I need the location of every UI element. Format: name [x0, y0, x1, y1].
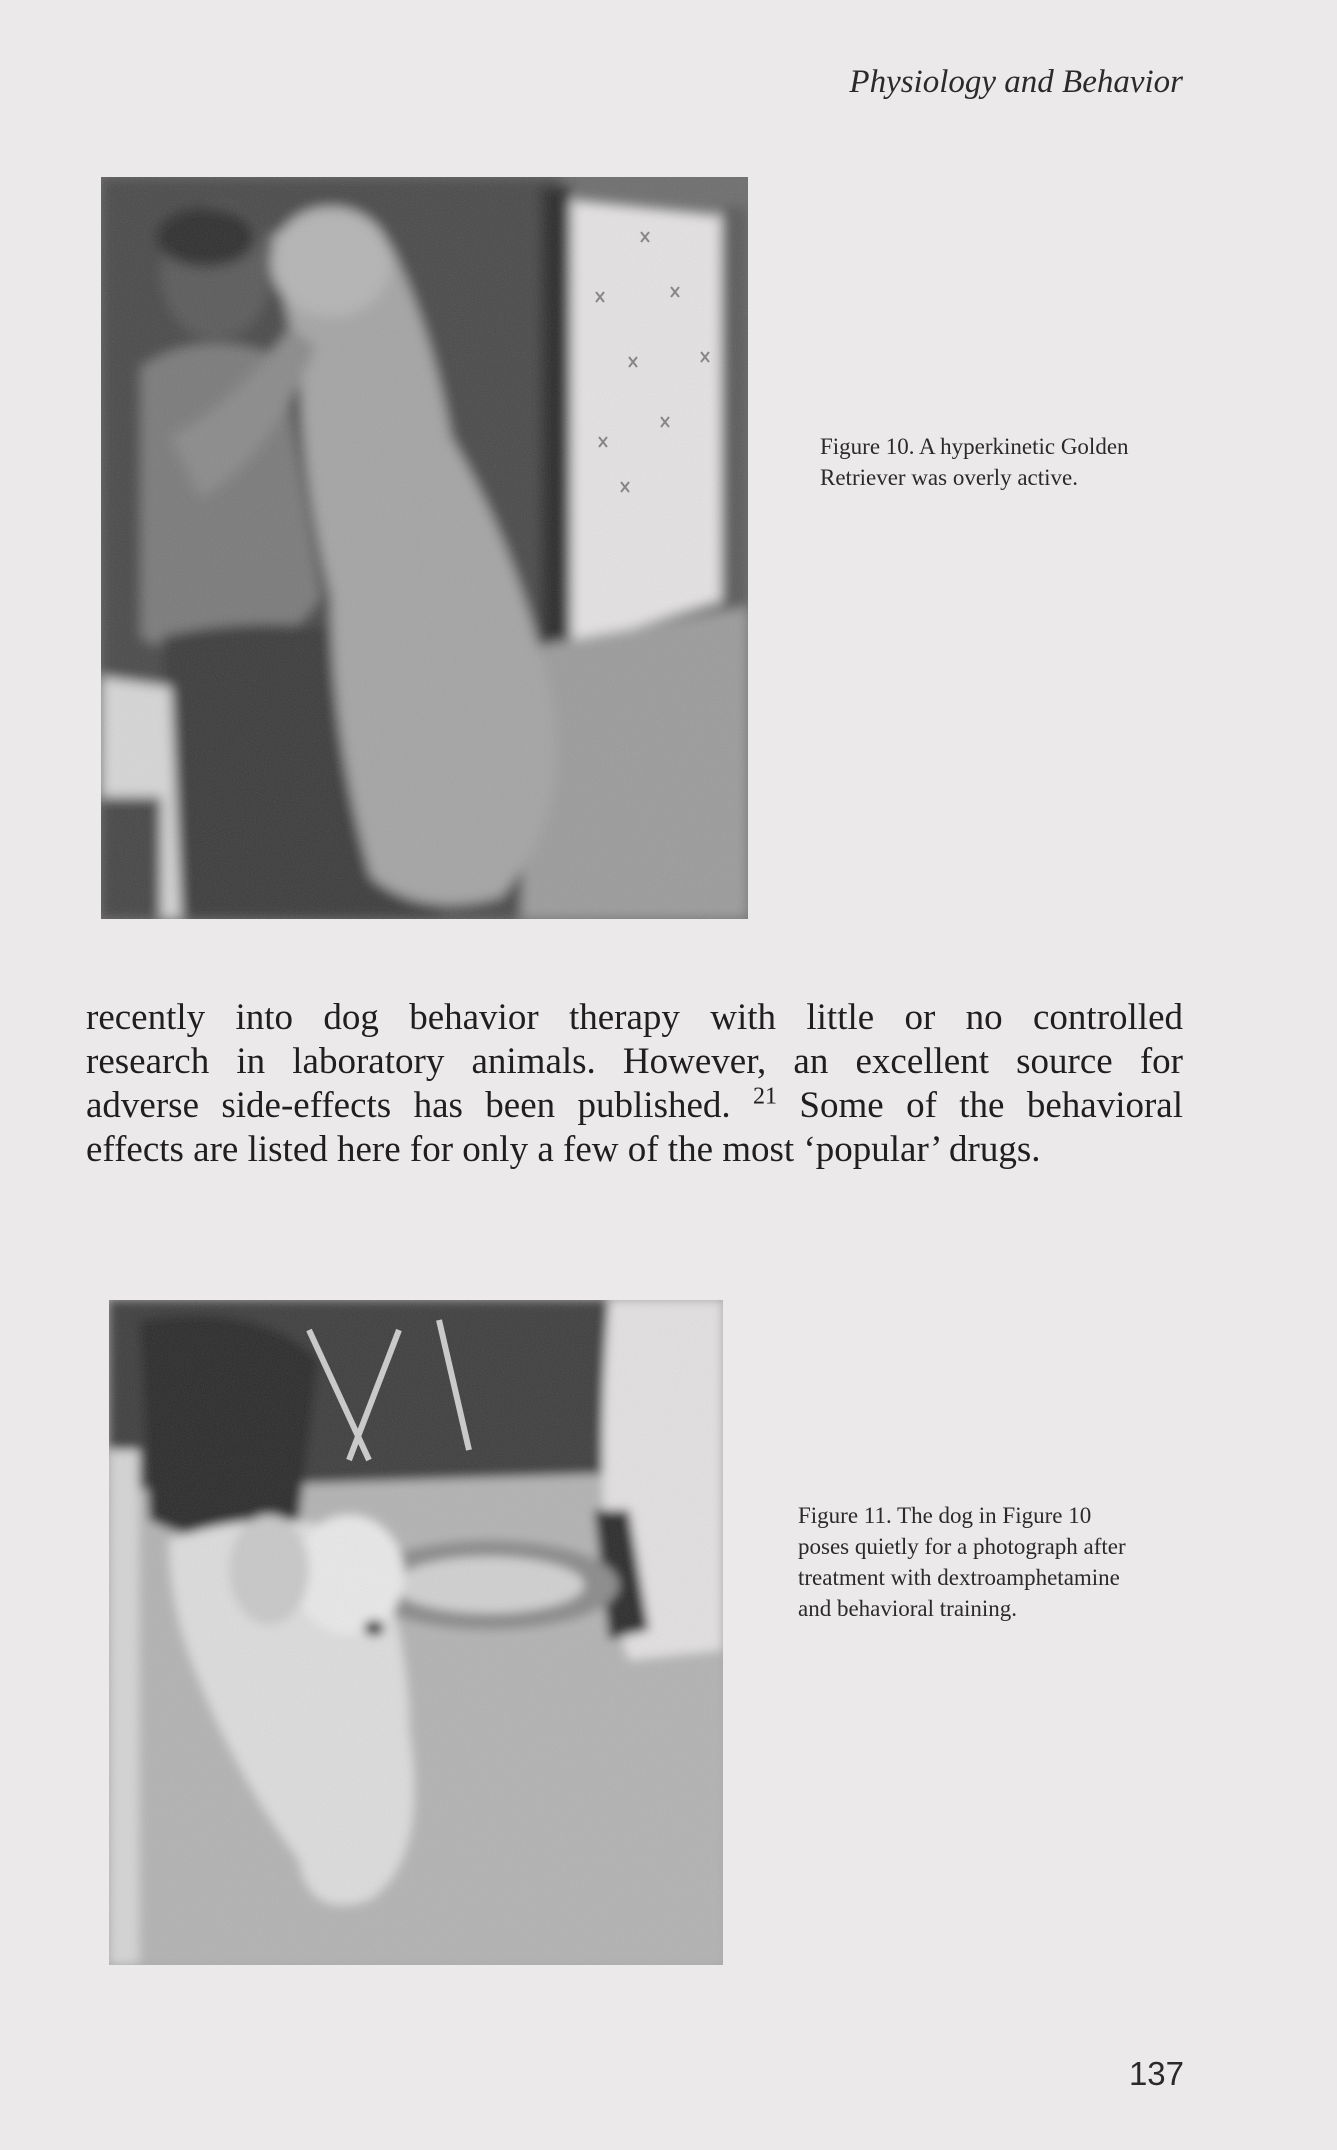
- body-line: research in laboratory animals. However, an excellent source for: [86, 1041, 1183, 1082]
- figure-11-caption-line: and behavioral training.: [798, 1596, 1018, 1621]
- body-text-fragment: adverse side-effects has been published.: [86, 1085, 731, 1126]
- figure-11-caption-line: treatment with dextroamphetamine: [798, 1565, 1120, 1590]
- figure-10-photo: [101, 177, 748, 919]
- page-number: 137: [1128, 2055, 1184, 2092]
- running-head: Physiology and Behavior: [849, 64, 1183, 100]
- reference-superscript: 21: [753, 1083, 778, 1110]
- body-text-fragment: Some of the behavioral: [799, 1085, 1184, 1126]
- body-line: recently into dog behavior therapy with little or no controlled: [86, 997, 1183, 1038]
- figure-10-caption-line: Retriever was overly active.: [820, 465, 1078, 490]
- figure-11-photo: [109, 1300, 723, 1965]
- figure-10-caption: [820, 431, 1200, 493]
- figure-11-caption: [798, 1500, 1186, 1624]
- figure-11-caption-line: Figure 11. The dog in Figure 10: [798, 1503, 1092, 1528]
- body-paragraph: [86, 996, 1183, 1172]
- figure-10-caption-line: Figure 10. A hyperkinetic Golden: [820, 434, 1129, 459]
- figure-11-caption-line: poses quietly for a photograph after: [798, 1534, 1126, 1559]
- body-line: [86, 1084, 1183, 1128]
- body-line: effects are listed here for only a few of the most ‘popular’ drugs.: [86, 1129, 1041, 1170]
